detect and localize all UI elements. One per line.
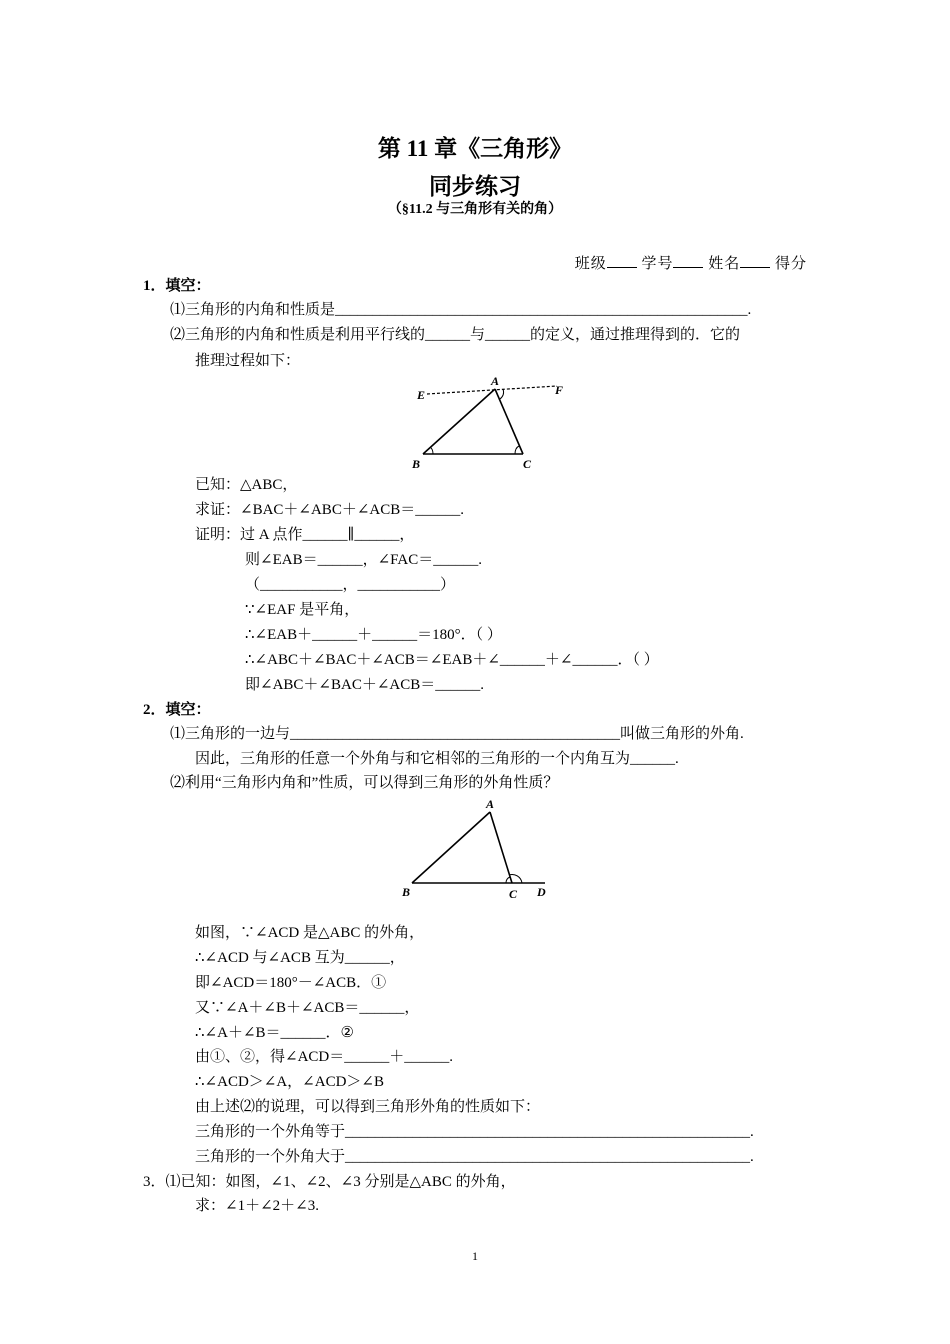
- point-label-a: A: [486, 797, 495, 811]
- side-ac: [490, 812, 512, 883]
- q2-line-1: ⑴三角形的一边与____________________________________________叫做三角形的外角.: [170, 726, 744, 742]
- q1-line-5: 求证：∠BAC＋∠ABC＋∠ACB＝______.: [195, 502, 464, 518]
- q2-line-10: ∴∠ACD＞∠A，∠ACD＞∠B: [195, 1074, 384, 1090]
- side-ab: [423, 389, 495, 454]
- q1-line-6: 证明：过 A 点作______∥______，: [195, 527, 415, 543]
- q3-line-2: 求：∠1＋∠2＋∠3.: [195, 1198, 319, 1214]
- q2-line-6: 即∠ACD＝180°－∠ACB．①: [195, 975, 387, 991]
- point-label-b: B: [402, 885, 411, 899]
- figure-2-exterior-angle: [400, 796, 560, 906]
- student-info-row: [575, 255, 807, 272]
- page-title: 第 11 章《三角形》: [377, 136, 573, 161]
- point-label-a: A: [491, 374, 500, 388]
- angle-mark-c: [515, 446, 519, 454]
- q2-line-11: 由上述⑵的说理，可以得到三角形外角的性质如下：: [195, 1099, 541, 1115]
- point-label-b: B: [412, 457, 421, 471]
- q2-line-2: 因此，三角形的任意一个外角与和它相邻的三角形的一个内角互为______.: [195, 751, 679, 767]
- point-label-d: D: [537, 885, 546, 899]
- student-number-label: 学号: [641, 256, 674, 272]
- angle-mark-a: [500, 389, 504, 399]
- q1-line-8: （___________，___________）: [245, 577, 456, 593]
- q1-heading: 1．填空：: [143, 278, 211, 294]
- class-label: 班级: [574, 256, 607, 272]
- point-label-e: E: [417, 388, 426, 402]
- score-label: 得分: [774, 256, 807, 272]
- q1-line-10: ∴∠EAB＋______＋______＝180°．（ ）: [245, 627, 502, 643]
- student-number-blank: [673, 255, 703, 268]
- q2-line-13: 三角形的一个外角大于______________________________________________________.: [195, 1149, 754, 1165]
- point-label-c: C: [509, 887, 518, 901]
- q2-line-9: 由①、②，得∠ACD＝______＋______.: [195, 1049, 453, 1065]
- name-label: 姓名: [708, 256, 741, 272]
- q1-line-1: ⑴三角形的内角和性质是_______________________________________________________.: [170, 302, 752, 318]
- q2-line-8: ∴∠A＋∠B＝______．②: [195, 1025, 354, 1041]
- q1-line-12: 即∠ABC＋∠BAC＋∠ACB＝______.: [245, 677, 484, 693]
- q1-line-11: ∴∠ABC＋∠BAC＋∠ACB＝∠EAB＋∠______＋∠______．（ ）: [245, 652, 659, 668]
- side-ac: [495, 389, 523, 454]
- point-label-f: F: [555, 383, 564, 397]
- q2-line-3: ⑵利用“三角形内角和”性质，可以得到三角形的外角性质？: [170, 775, 559, 791]
- q1-line-7: 则∠EAB＝______，∠FAC＝______.: [245, 552, 482, 568]
- q2-line-4: 如图，∵∠ACD 是△ABC 的外角，: [195, 925, 425, 941]
- point-label-c: C: [523, 457, 532, 471]
- q1-line-3: 推理过程如下：: [195, 353, 301, 369]
- q1-line-9: ∵∠EAF 是平角，: [245, 602, 360, 618]
- name-blank: [740, 255, 770, 268]
- figure-1-triangle: [405, 372, 575, 472]
- q2-line-7: 又∵∠A＋∠B＋∠ACB＝______，: [195, 1000, 420, 1016]
- q1-line-2: ⑵三角形的内角和性质是利用平行线的______与______的定义，通过推理得到的．它的: [170, 327, 741, 343]
- q2-line-5: ∴∠ACD 与∠ACB 互为______，: [195, 950, 405, 966]
- class-blank: [607, 255, 637, 268]
- side-ab: [412, 812, 490, 883]
- q2-line-12: 三角形的一个外角等于______________________________________________________.: [195, 1124, 754, 1140]
- q2-heading: 2．填空：: [143, 702, 211, 718]
- page-number: 1: [472, 1249, 478, 1263]
- q3-line-1: 3．⑴已知：如图，∠1、∠2、∠3 分别是△ABC 的外角，: [143, 1174, 516, 1190]
- interior-angle-mark: [506, 877, 510, 883]
- page-subtitle: 同步练习: [429, 174, 521, 199]
- q1-line-4: 已知：△ABC，: [195, 477, 298, 493]
- section-label: （§11.2 与三角形有关的角）: [387, 202, 563, 217]
